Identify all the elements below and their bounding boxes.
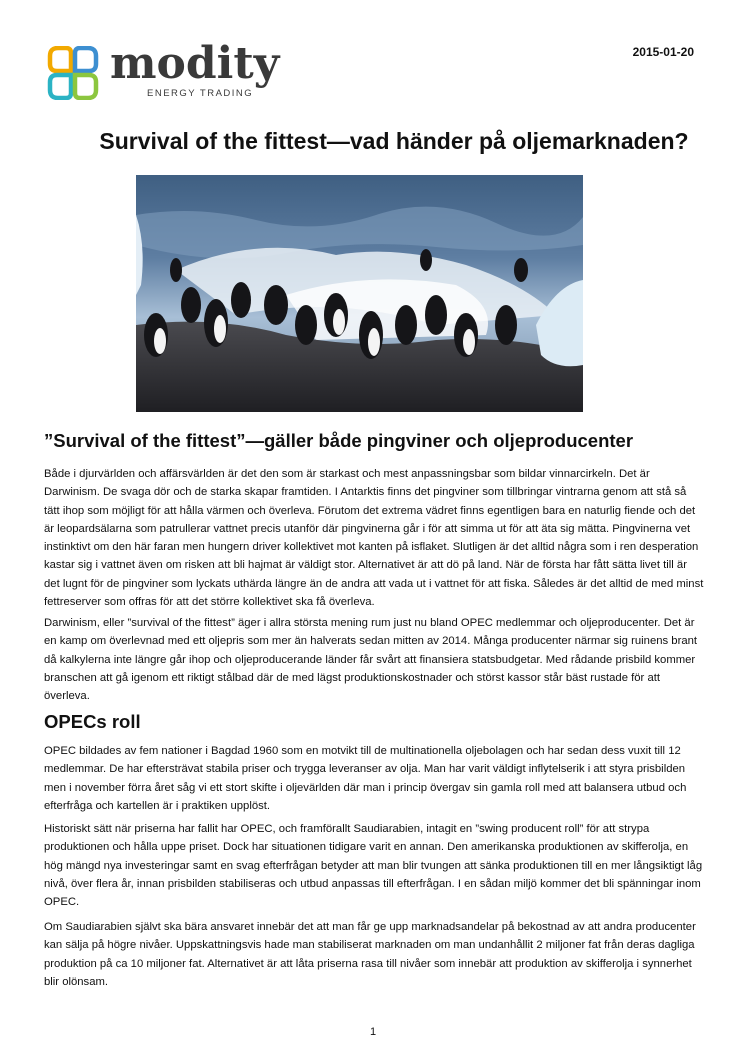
modity-logo (46, 38, 286, 104)
paragraph: Darwinism, eller ”survival of the fittest” äger i allra största mening rum just nu bland OPEC medlemmar och oljeproducenter. Det är en kamp om överlevnad med ett oljepris som mer än halverats sedan mitten av 2014. Många producenter närmar sig ruinens brant då kalkylerna inte längre går ihop och oljeproducerande länder får svårt att finansiera statsbudgetar. Med rådande prisbild kommer branschen att gå igenom ett riktigt stålbad där de med lägst produktionskostnader och störst kassor står bäst rustade för att överleva. (44, 617, 698, 703)
clover-logo-icon (46, 46, 100, 100)
logo-tagline: ENERGY TRADING (147, 88, 254, 99)
penguins-photo (136, 175, 583, 412)
logo-wordmark: modity (110, 38, 280, 89)
section-heading-survival: ”Survival of the fittest”—gäller både pingviner och oljeproducenter (44, 430, 634, 451)
section-heading-opec: OPECs roll (44, 711, 141, 732)
paragraph: Både i djurvärlden och affärsvärlden är det den som är starkast och mest anpassningsbar som bildar vinnarcirkeln. Det är Darwinism. De svaga dör och de starka skapar framtiden. I Antarktis finns det pingviner som tillbringar vintrarna genom att stå så tätt ihop som möjligt för att hålla värmen och överleva. Förutom det extrema vädret finns egentligen bara en naturlig fiende och det är leopardsälarna som patrullerar vattnet precis utanför där pingvinerna går i för att simma ut för att äta sig mätta. Pingvinerna vet instinktivt om den här faran men hungern driver kollektivet mot kanten på isflaket. Slutligen är det alltid några som i ren desperation kastar sig i vattnet även om risken att bli hajmat är väldigt stor. Alternativet är att dö på land. När de första har fått sätta livet till är det lugnt för de pingviner som lyckats uthärda längre än de andra att vada ut i vattnet för att fiska. Således är det alltid de med minst fettreserver som offras för att det större kollektivet ska få överleva. (44, 468, 704, 609)
paragraph: Historiskt sätt när priserna har fallit har OPEC, och framförallt Saudiarabien, intagit en ”swing producent roll” för att strypa produktionen och hålla uppe priset. Dock har situationen tidigare varit en annan. Den amerikanska produktionen av skifferolja, en hög mängd nya investeringar samt en svag efterfrågan betyder att man blir tvungen att sänka produktionen till en mer långsiktigt låg nivå, över flera år, innan prisbilden stabiliseras och utbud anpassas till efterfrågan. I en sådan miljö kommer det bli spänningar inom OPEC. (44, 823, 703, 909)
paragraph: Om Saudiarabien självt ska bära ansvaret innebär det att man får ge upp marknadsandelar på bekostnad av att andra producenter kan sälja på högre nivåer. Uppskattningsvis hade man stabiliserat marknaden om man undanhållit 2 miljoner fat från deras dagliga produktion på ca 10 miljoner fat. Alternativet är att låta priserna rasa till nivåer som innebär att produktion av skifferolja i synnerhet blir olönsam. (44, 921, 696, 988)
page-number: 1 (369, 1026, 377, 1038)
document-date: 2015-01-20 (632, 45, 694, 59)
paragraph: OPEC bildades av fem nationer i Bagdad 1960 som en motvikt till de multinationella oljebolagen och har sedan dess vuxit till 12 medlemmar. De har eftersträvat stabila priser och trygga leveranser av olja. Man har varit väldigt inflytelserik i att styra prisbilden men i november förra året såg vi ett stort skifte i oljevärlden där man i princip övergav sin gamla roll med att balansera utbud och efterfråga och kartellen är i praktiken upplöst. (44, 745, 687, 812)
document-title: Survival of the fittest—vad händer på oljemarknaden? (99, 128, 689, 154)
